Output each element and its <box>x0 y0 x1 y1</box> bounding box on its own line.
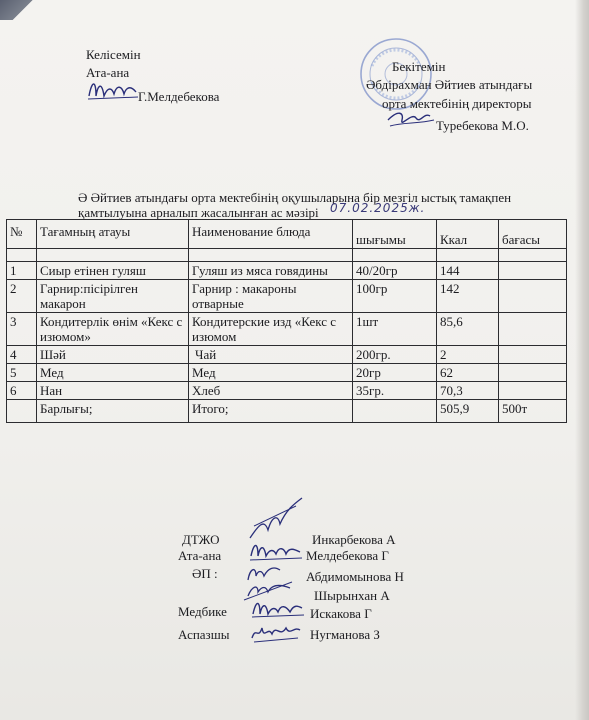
spacer-cell <box>189 249 353 262</box>
approve-title: Бекітемін <box>392 59 446 74</box>
sig-name-4: Шырынхан А <box>314 588 390 603</box>
spacer-cell <box>499 249 567 262</box>
table-row <box>7 280 567 313</box>
row-output: 1шт <box>353 313 437 346</box>
sig-name-3: Абдимомынова Н <box>306 569 404 584</box>
row-price <box>499 382 567 400</box>
row-no: 1 <box>7 262 37 280</box>
sig-role-2: Ата-ана <box>178 548 222 563</box>
row-price <box>499 280 567 313</box>
total-kz-label: Барлығы; <box>37 400 189 423</box>
row-kz-name: Сиыр етінен гуляш <box>37 262 189 280</box>
row-kcal: 2 <box>437 346 499 364</box>
header-no: № <box>7 220 37 249</box>
spacer-cell <box>37 249 189 262</box>
total-no <box>7 400 37 423</box>
row-kcal: 142 <box>437 280 499 313</box>
row-kcal: 144 <box>437 262 499 280</box>
row-price <box>499 262 567 280</box>
header-price: бағасы <box>499 220 567 249</box>
row-price <box>499 364 567 382</box>
header-kz-name: Тағамның атауы <box>37 220 189 249</box>
row-ru-name: Мед <box>189 364 353 382</box>
spacer-cell <box>7 249 37 262</box>
approve-line-1: Әбдірахман Әйтиев атындағы <box>366 77 533 92</box>
menu-heading-line-1: Ә Әйтиев атындағы орта мектебінің оқушыларына бір мезгіл ыстық тамақпен <box>78 190 512 205</box>
row-kz-name: Мед <box>37 364 189 382</box>
sig-role-3: ӘП : <box>192 566 218 581</box>
row-ru-name: Гарнир : макароны отварные <box>189 280 353 313</box>
row-kz-name: Шәй <box>37 346 189 364</box>
parent-signature-mark <box>86 76 140 104</box>
approve-name: Туребекова М.О. <box>436 118 529 133</box>
total-output <box>353 400 437 423</box>
row-price <box>499 346 567 364</box>
header-kcal: Ккал <box>437 220 499 249</box>
menu-heading-line-2: қамтылуына арналып жасалынған ас мәзірі <box>78 205 319 220</box>
row-output: 20гр <box>353 364 437 382</box>
row-kcal: 85,6 <box>437 313 499 346</box>
agree-name: Г.Мелдебекова <box>138 89 220 104</box>
row-no: 4 <box>7 346 37 364</box>
table-row <box>7 346 567 364</box>
header-output: шығымы <box>353 220 437 249</box>
row-no: 2 <box>7 280 37 313</box>
row-output: 35гр. <box>353 382 437 400</box>
table-row <box>7 313 567 346</box>
row-ru-name: Кондитерские изд «Кекс с изюмом <box>189 313 353 346</box>
row-ru-name: Хлеб <box>189 382 353 400</box>
menu-table <box>6 219 567 423</box>
approve-line-2: орта мектебінің директоры <box>382 96 532 111</box>
row-ru-name: Чай <box>189 346 353 364</box>
table-header-row <box>7 220 567 249</box>
row-no: 3 <box>7 313 37 346</box>
corner-shadow <box>0 0 34 20</box>
menu-date: 07.02.2025ж. <box>330 201 426 215</box>
row-kz-name: Нан <box>37 382 189 400</box>
sig-name-2: Мелдебекова Г <box>306 548 389 563</box>
table-row <box>7 262 567 280</box>
spacer-cell <box>353 249 437 262</box>
table-total-row <box>7 400 567 423</box>
header-ru-name: Наименование блюда <box>189 220 353 249</box>
row-no: 6 <box>7 382 37 400</box>
sig-role-6: Аспазшы <box>178 627 230 642</box>
row-output: 200гр. <box>353 346 437 364</box>
table-spacer-row <box>7 249 567 262</box>
row-kz-name: Кондитерлік өнім «Кекс с изюмом» <box>37 313 189 346</box>
total-kcal: 505,9 <box>437 400 499 423</box>
total-ru-label: Итого; <box>189 400 353 423</box>
right-edge-shadow <box>575 0 589 720</box>
row-kcal: 70,3 <box>437 382 499 400</box>
cook-signature-mark <box>248 620 304 646</box>
dtzho-signature-mark <box>244 496 304 544</box>
table-row <box>7 382 567 400</box>
sig-name-5: Искакова Г <box>310 606 372 621</box>
table-row <box>7 364 567 382</box>
agree-title: Келісемін <box>86 47 141 62</box>
row-output: 100гр <box>353 280 437 313</box>
sig-name-1: Инкарбекова А <box>312 532 396 547</box>
director-signature-mark <box>384 106 436 132</box>
nurse-signature-mark <box>250 596 306 622</box>
row-kz-name: Гарнир:пісірілген макарон <box>37 280 189 313</box>
sig-role-5: Медбике <box>178 604 227 619</box>
row-output: 40/20гр <box>353 262 437 280</box>
spacer-cell <box>437 249 499 262</box>
row-no: 5 <box>7 364 37 382</box>
sig-name-6: Нугманова З <box>310 627 380 642</box>
sig-role-1: ДТЖО <box>182 532 220 547</box>
agree-role: Ата-ана <box>86 65 130 80</box>
row-ru-name: Гуляш из мяса говядины <box>189 262 353 280</box>
row-price <box>499 313 567 346</box>
row-kcal: 62 <box>437 364 499 382</box>
total-price: 500т <box>499 400 567 423</box>
